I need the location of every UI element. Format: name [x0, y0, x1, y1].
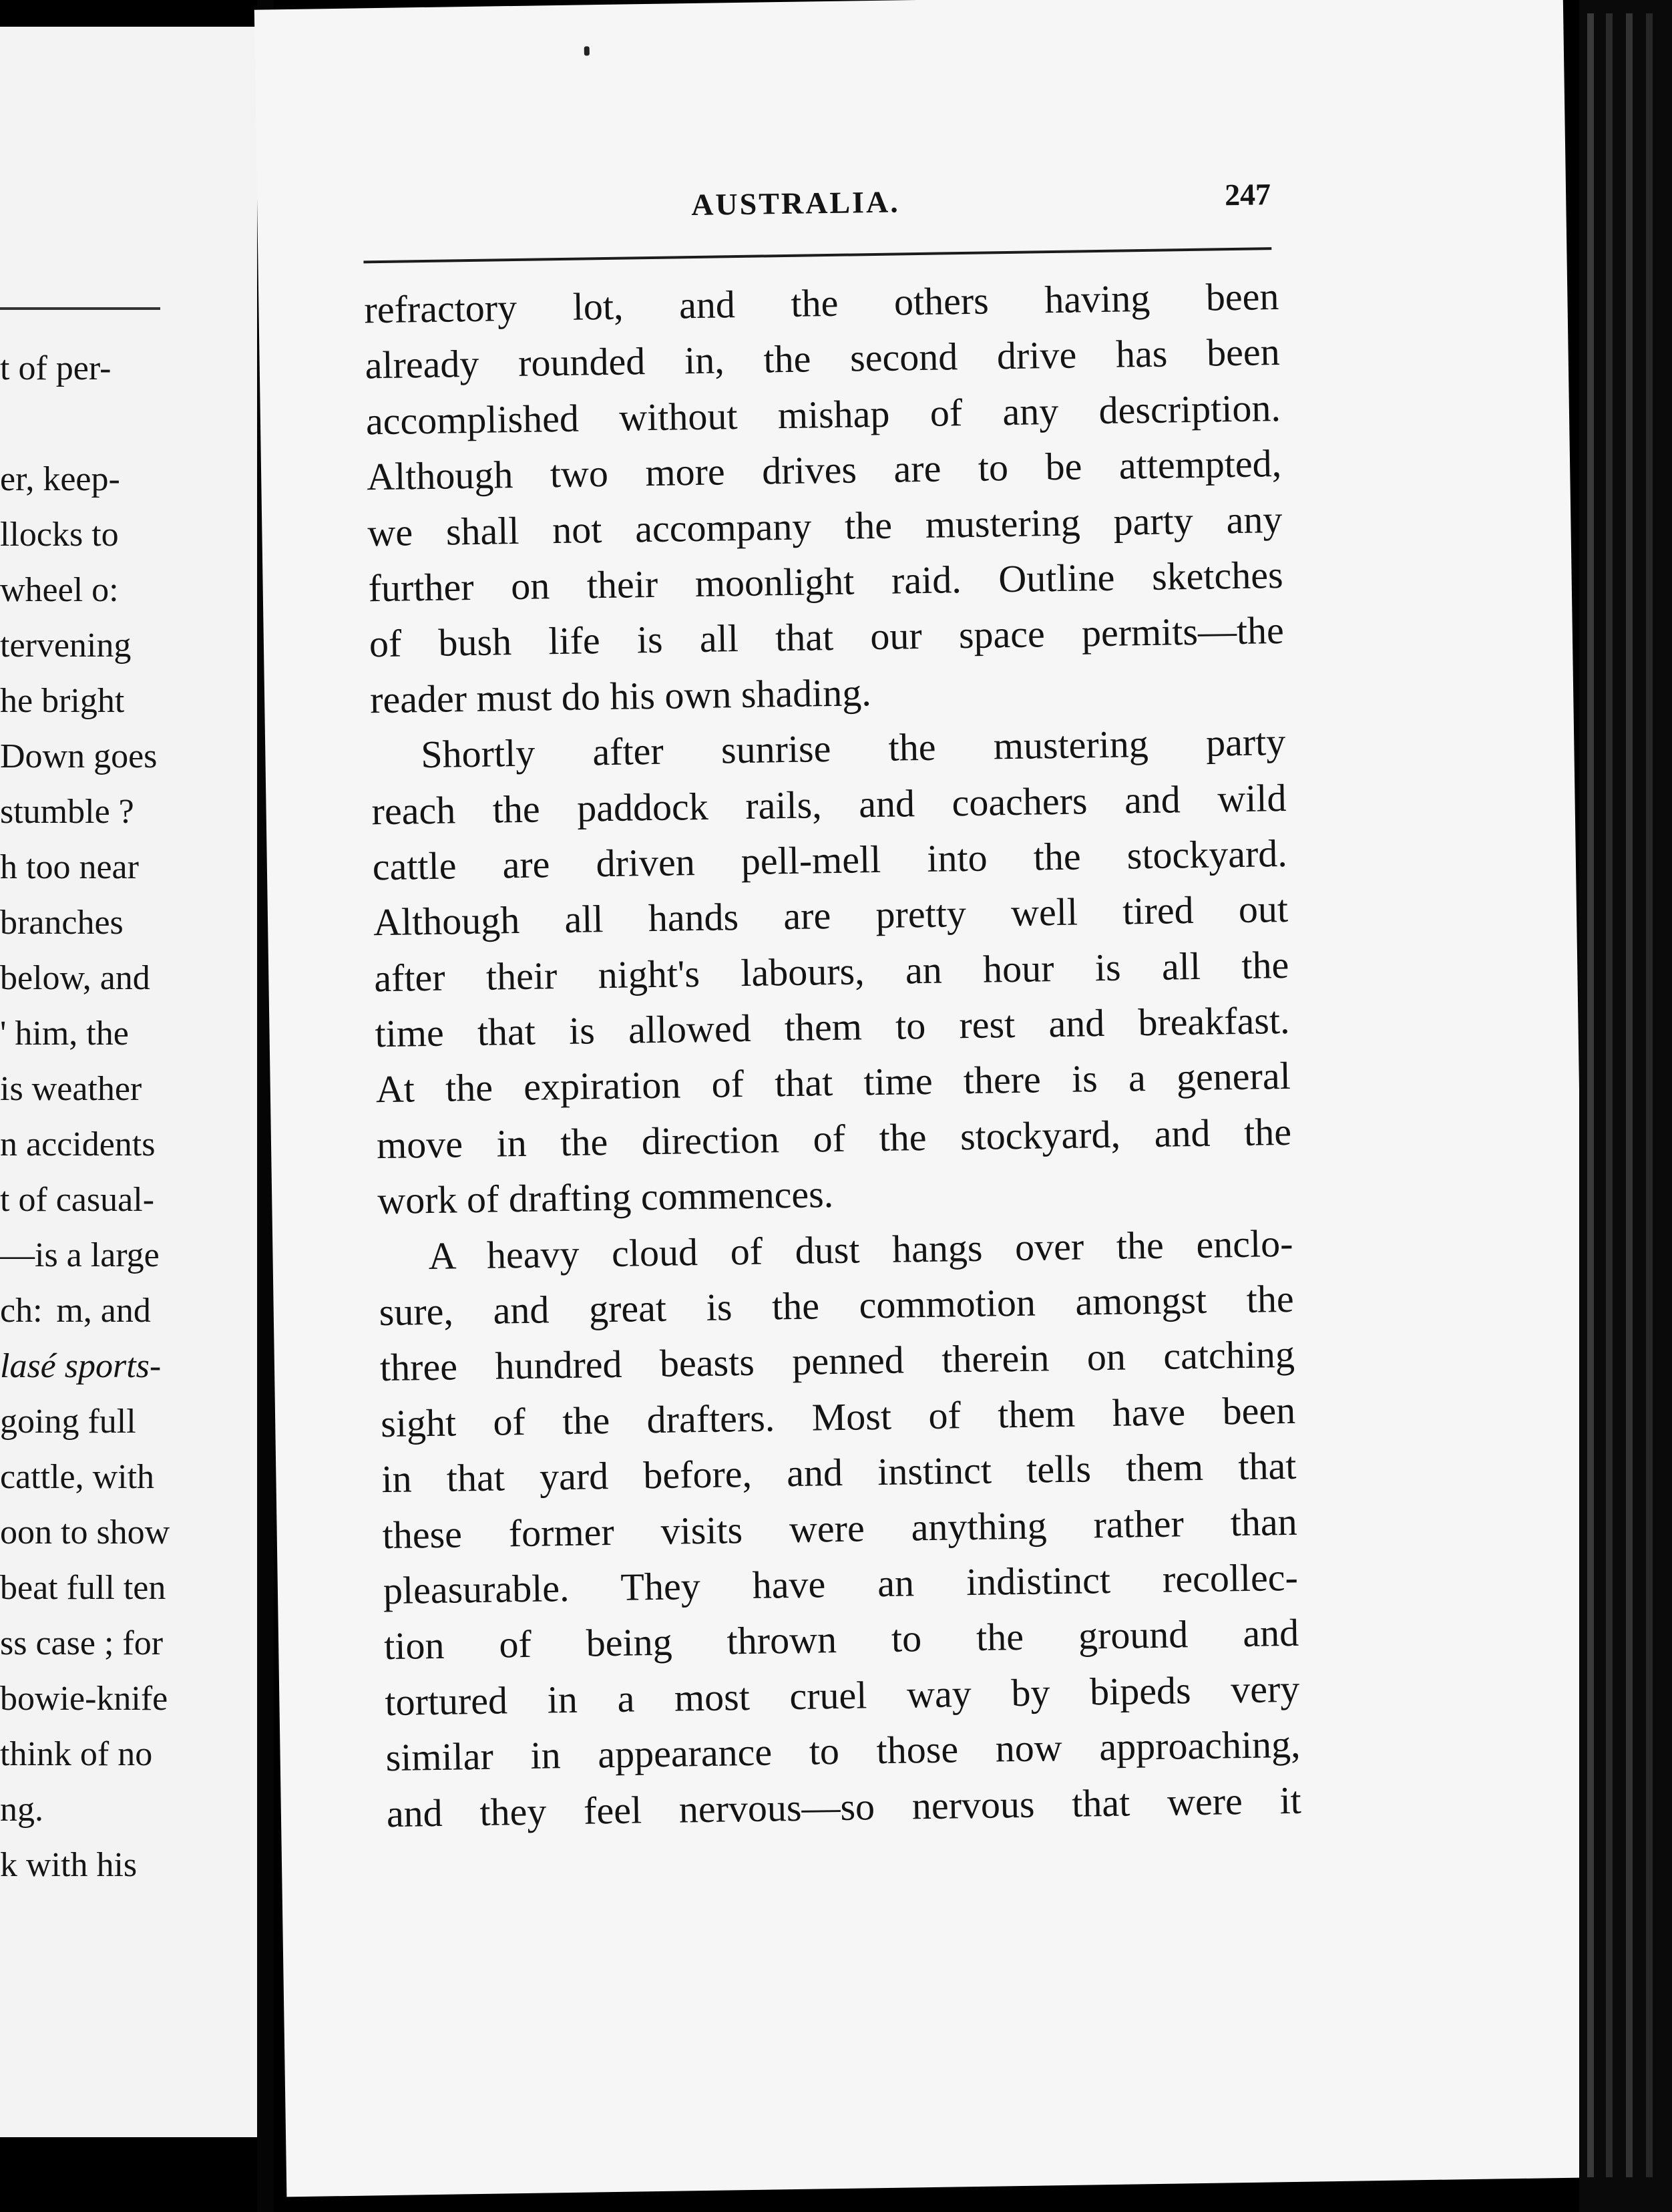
text-line: and they feel nervous—so nervous that were it	[386, 1778, 1302, 1835]
left-text-line: t of casual-	[0, 1181, 155, 1219]
left-text-line: ch: m, and	[0, 1292, 151, 1330]
left-text-line: is weather	[0, 1070, 142, 1108]
text-line: cattle are driven pell-mell into the stockyard.	[372, 831, 1288, 889]
text-line: three hundred beasts penned therein on catching	[379, 1332, 1295, 1390]
left-text-line: —is a large	[0, 1236, 160, 1274]
left-text-line: er, keep-	[0, 460, 120, 498]
left-text-line: llocks to	[0, 516, 119, 554]
page-edge-line	[1606, 13, 1613, 2177]
text-line: reach the paddock rails, and coachers and wild	[371, 775, 1287, 833]
text-line: of bush life is all that our space permits—the	[369, 608, 1285, 666]
left-page-header-rule	[0, 307, 160, 310]
left-text-line: wheel o:	[0, 571, 119, 609]
left-text-line: cattle, with	[0, 1458, 155, 1496]
text-line: these former visits were anything rather than	[382, 1499, 1298, 1557]
text-line: reader must do his own shading.	[369, 670, 872, 721]
text-line: tion of being thrown to the ground and	[383, 1611, 1299, 1668]
text-line: we shall not accompany the mustering party any	[367, 497, 1283, 554]
running-head-title: AUSTRALIA.	[690, 184, 901, 222]
header-rule	[363, 247, 1271, 263]
left-text-line: t of per-	[0, 349, 112, 387]
left-text-line: lasé sports-	[0, 1347, 162, 1385]
text-line: in that yard before, and instinct tells them that	[381, 1444, 1297, 1501]
ink-speck	[584, 46, 590, 55]
right-page	[254, 0, 1595, 2197]
left-page-fragment	[0, 27, 261, 2137]
left-text-line: n accidents	[0, 1125, 156, 1163]
page-edge-line	[1646, 13, 1653, 2177]
text-line: already rounded in, the second drive has been	[365, 330, 1281, 387]
text-line: similar in appearance to those now approaching,	[385, 1722, 1301, 1780]
text-line: Although two more drives are to be attempted,	[366, 441, 1282, 499]
text-line: after their night's labours, an hour is all the	[373, 942, 1289, 1000]
left-text-line: k with his	[0, 1846, 138, 1884]
left-text-line: branches	[0, 904, 124, 942]
text-line: refractory lot, and the others having been	[364, 274, 1279, 332]
left-text-line: below, and	[0, 959, 150, 997]
left-text-line	[0, 396, 257, 451]
text-line: move in the direction of the stockyard, and the	[376, 1109, 1292, 1167]
text-line: A heavy cloud of dust hangs over the enclo-	[428, 1221, 1293, 1278]
text-line: Shortly after sunrise the mustering party	[420, 720, 1286, 777]
text-line: pleasurable. They have an indistinct recollec-	[383, 1555, 1299, 1613]
left-text-line: tervening	[0, 626, 132, 665]
text-line: sight of the drafters. Most of them have been	[380, 1388, 1296, 1445]
left-text-line: h too near	[0, 848, 139, 886]
left-text-line: ' him, the	[0, 1015, 129, 1053]
page-edge-line	[1587, 13, 1594, 2177]
left-text-line: stumble ?	[0, 793, 134, 831]
page-edge-line	[1626, 13, 1633, 2177]
text-line: further on their moonlight raid. Outline sketches	[368, 552, 1284, 610]
left-text-line: ng.	[0, 1791, 43, 1829]
left-text-line: going full	[0, 1403, 136, 1441]
text-line: At the expiration of that time there is a general	[375, 1054, 1291, 1111]
text-line: Although all hands are pretty well tired out	[373, 887, 1289, 944]
page-number: 247	[1224, 177, 1271, 212]
text-line: time that is allowed them to rest and breakfast.	[375, 998, 1290, 1056]
text-line: sure, and great is the commotion amongst the	[379, 1276, 1295, 1334]
page-edge-stack	[1579, 0, 1672, 2212]
left-text-line: think of no	[0, 1735, 153, 1773]
text-line: work of drafting commences.	[377, 1172, 834, 1223]
body-text	[364, 268, 1301, 1841]
text-line: accomplished without mishap of any description.	[365, 385, 1281, 443]
left-text-line: beat full ten	[0, 1569, 166, 1607]
left-text-line: bowie-knife	[0, 1680, 168, 1718]
left-text-line: oon to show	[0, 1513, 170, 1551]
left-text-line: he bright	[0, 682, 125, 720]
left-text-line: ss case ; for	[0, 1624, 164, 1662]
left-text-line: Down goes	[0, 737, 158, 775]
text-line: tortured in a most cruel way by bipeds very	[384, 1666, 1300, 1724]
left-page-text	[0, 341, 257, 1893]
